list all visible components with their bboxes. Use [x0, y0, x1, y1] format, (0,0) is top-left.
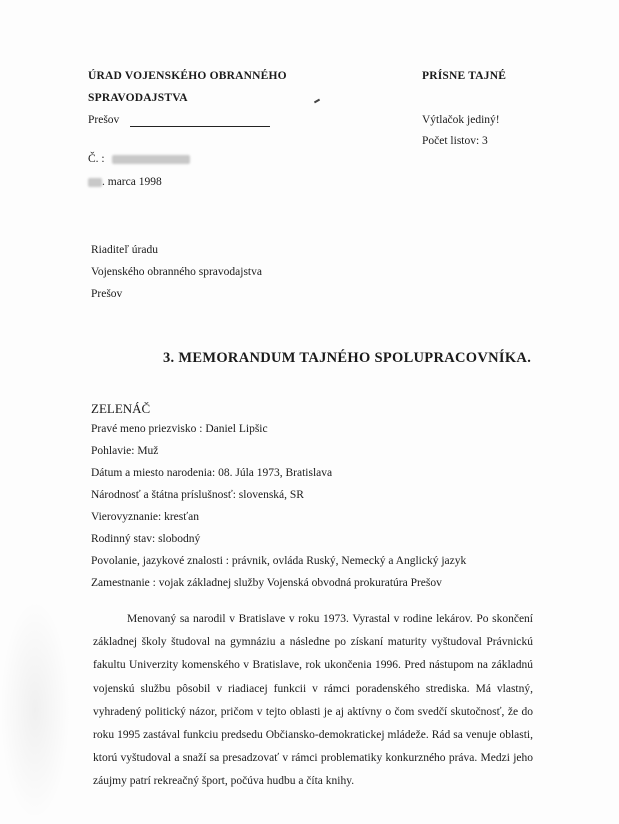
reference-number-label: Č. :: [88, 153, 105, 165]
office-city: Prešov: [88, 114, 120, 126]
recipient-line1: Riaditeľ úradu: [91, 244, 158, 256]
recipient-line2: Vojenského obranného spravodajstva: [91, 266, 262, 278]
biography-paragraph: [93, 608, 533, 794]
field-sex: Pohlavie: Muž: [91, 445, 159, 457]
codename: ZELENÁČ: [91, 401, 151, 416]
field-name: Pravé meno priezvisko : Daniel Lipšic: [91, 423, 268, 435]
signature-line: [130, 126, 270, 127]
classification-label: PRÍSNE TAJNÉ: [422, 70, 507, 82]
field-birth: Dátum a miesto narodenia: 08. Júla 1973, Bratislava: [91, 467, 333, 479]
office-name-line2: SPRAVODAJSTVA: [88, 92, 188, 104]
field-employment: Zamestnanie : vojak základnej služby Vojenská obvodná prokuratúra Prešov: [91, 577, 442, 589]
scan-shadow: [0, 600, 70, 820]
pen-mark: [314, 99, 320, 104]
biography-text: Menovaný sa narodil v Bratislave v roku 1973. Vyrastal v rodine lekárov. Po skončení základnej školy študoval na gymnáziu a následne po získaní maturity vyštudoval Právnickú fakultu Univerzity komenského v Bratislave, rok ukončenia 1996. Pred nástupom na základnú vojenskú službu pôsobil v riadiacej funkcii v rámci poradenského strediska. Má vlastný, vyhradený politický názor, pričom v tejto oblasti je aj aktívny o čom svedčí skutočnosť, že do roku 1995 zastával funkciu predsedu Občiansko-demokratickej mládeže. Rád sa venuje oblasti, ktorú vyštudoval a snaží sa presadzovať v rámci problematiky konkurzného práva. Medzi jeho záujmy patrí rekreačný šport, počúva hudbu a číta knihy.: [93, 613, 533, 788]
field-religion: Vierovyznanie: kresťan: [91, 511, 199, 523]
field-occupation: Povolanie, jazykové znalosti : právnik, ovláda Ruský, Nemecký a Anglický jazyk: [91, 555, 467, 567]
redacted-number: [112, 155, 190, 164]
field-marital-status: Rodinný stav: slobodný: [91, 533, 201, 545]
redacted-day: [88, 178, 102, 187]
office-name-line1: ÚRAD VOJENSKÉHO OBRANNÉHO: [88, 70, 287, 82]
date-text: . marca 1998: [102, 176, 162, 188]
field-nationality: Národnosť a štátna príslušnosť: slovenská, SR: [91, 489, 304, 501]
reference-number: [88, 153, 190, 165]
sheet-count: Počet listov: 3: [422, 135, 488, 147]
document-date: [88, 176, 162, 188]
copy-note: Výtlačok jediný!: [422, 114, 500, 126]
recipient-line3: Prešov: [91, 288, 123, 300]
document-title: 3. MEMORANDUM TAJNÉHO SPOLUPRACOVNÍKA.: [163, 350, 532, 366]
